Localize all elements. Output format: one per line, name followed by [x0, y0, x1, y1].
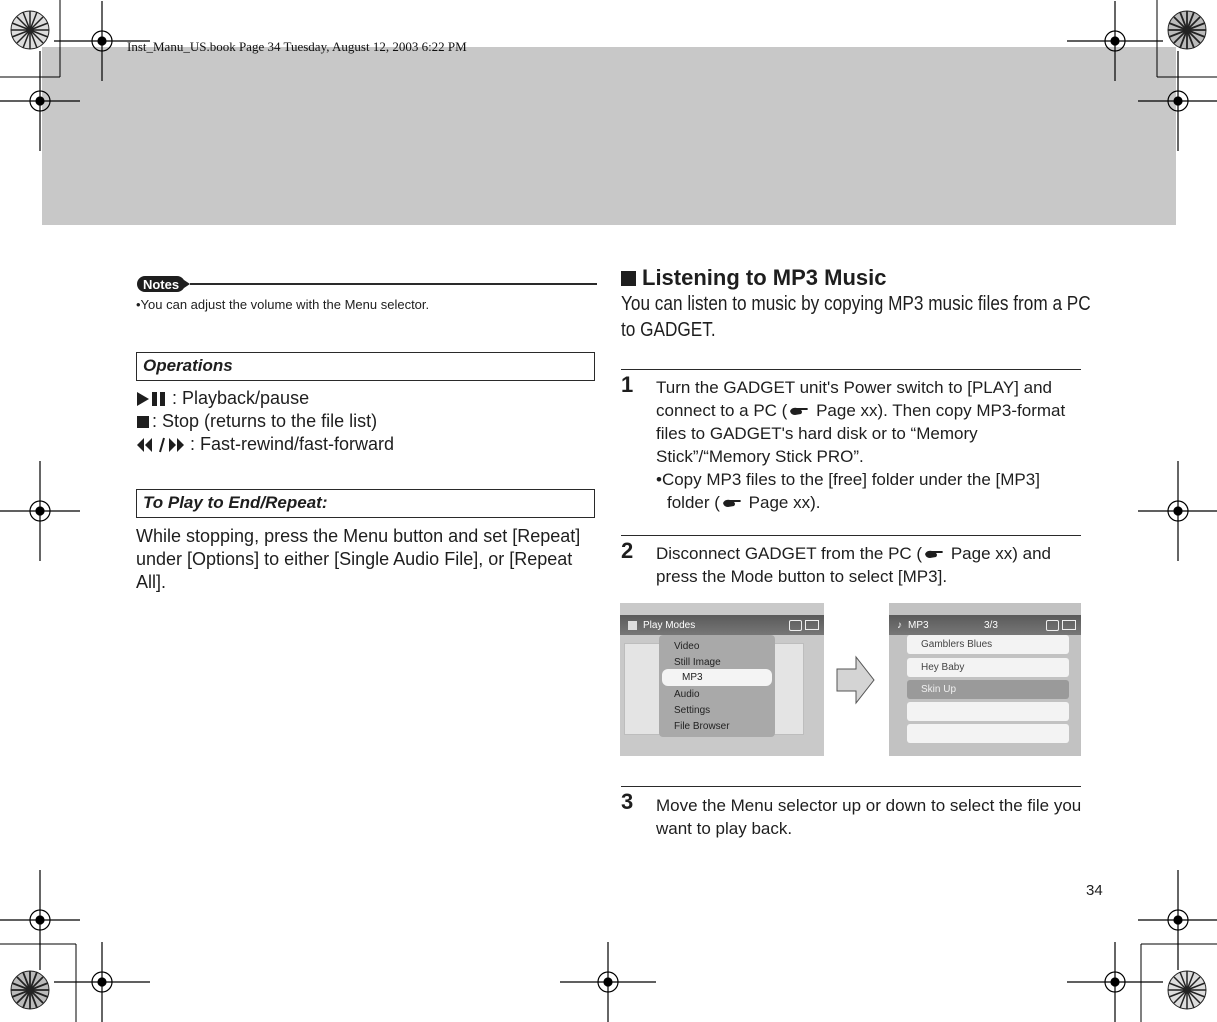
step-1-text	[656, 376, 1086, 514]
step-1-number: 1	[621, 372, 634, 397]
pointing-hand-icon	[924, 548, 944, 560]
print-slug: Inst_Manu_US.book Page 34 Tuesday, August 12, 2003 6:22 PM	[127, 39, 467, 54]
op-playback-label: : Playback/pause	[172, 388, 310, 408]
music-note-icon: ♪	[897, 619, 902, 631]
pointing-hand-icon	[722, 497, 742, 509]
arrow-right-icon	[836, 655, 876, 705]
track-row[interactable]: Gamblers Blues	[907, 635, 1069, 654]
menu-item-settings[interactable]: Settings	[674, 705, 711, 716]
step-2-number: 2	[621, 538, 634, 563]
section-intro-line1: You can listen to music by copying MP3 music files from a PC	[621, 293, 1091, 315]
section-title	[621, 265, 886, 291]
menu-item-video[interactable]: Video	[674, 641, 700, 652]
section-title-text: Listening to MP3 Music	[642, 265, 887, 290]
screenshot-play-modes	[620, 603, 824, 756]
menu-item-file-browser[interactable]: File Browser	[674, 721, 730, 732]
play-modes-titlebar	[620, 615, 824, 635]
op-stop	[136, 411, 377, 432]
step-2-text-b: Page xx) and press the Mode button to select [MP3].	[656, 544, 1052, 586]
track-row-empty[interactable]	[907, 702, 1069, 721]
op-stop-label: : Stop (returns to the file list)	[152, 411, 378, 431]
screenshot-mp3-list	[889, 603, 1081, 756]
step-2-rule	[621, 535, 1081, 536]
track-row-empty[interactable]	[907, 724, 1069, 743]
menu-item-audio[interactable]: Audio	[674, 689, 700, 700]
step-1-bullet	[656, 468, 1086, 514]
step-3-rule	[621, 786, 1081, 787]
track-row[interactable]: Hey Baby	[907, 658, 1069, 677]
battery-icon	[805, 620, 819, 630]
repeat-text: While stopping, press the Menu button and set [Repeat] under [Options] to either [Single Audio File], or [Repeat All].	[136, 526, 581, 592]
mp3-titlebar	[889, 615, 1081, 635]
mp3-title: MP3	[908, 619, 929, 631]
play-modes-title: Play Modes	[643, 619, 696, 631]
track-row-selected[interactable]: Skin Up	[907, 680, 1069, 699]
step-3-text: Move the Menu selector up or down to select the file you want to play back.	[656, 796, 1082, 838]
step-1-text-a: Turn the GADGET unit's Power switch to [PLAY] and connect to a PC (	[656, 378, 1052, 420]
step-1-text-b: Page xx). Then copy MP3-format files to GADGET's hard disk or to “Memory Stick”/“Memory Stick PRO”.	[656, 401, 1066, 466]
step-3-number: 3	[621, 789, 634, 814]
step-1-bullet-b: Page xx).	[743, 493, 821, 512]
op-ff-rew	[136, 434, 394, 455]
mode-icon	[628, 621, 637, 630]
stop-icon	[136, 414, 152, 430]
mp3-counter: 3/3	[984, 619, 998, 631]
step-1-rule	[621, 369, 1081, 370]
menu-item-mp3[interactable]: MP3	[682, 672, 703, 683]
page-number: 34	[1086, 882, 1103, 899]
step-2-text-a: Disconnect GADGET from the PC (	[656, 544, 923, 563]
rewind-forward-icon	[136, 437, 190, 453]
menu-item-still-image[interactable]: Still Image	[674, 657, 721, 668]
menu-highlight	[662, 669, 772, 686]
step-1-bullet-a: •Copy MP3 files to the [free] folder under the [MP3] folder (	[656, 470, 1040, 512]
step-2-text	[656, 542, 1086, 588]
notes-badge	[136, 274, 190, 294]
play-pause-icon	[136, 391, 172, 407]
notes-icon	[136, 274, 190, 294]
disk-icon	[1046, 620, 1059, 631]
operations-heading: Operations	[136, 352, 595, 381]
note-volume: •You can adjust the volume with the Menu selector.	[136, 297, 430, 312]
repeat-heading: To Play to End/Repeat:	[136, 489, 595, 518]
notes-badge-label: Notes	[142, 277, 180, 292]
op-playback	[136, 388, 309, 409]
pointing-hand-icon	[789, 405, 809, 417]
section-intro	[621, 291, 1091, 343]
section-square-icon	[621, 271, 636, 286]
section-intro-line2: to GADGET.	[621, 319, 716, 341]
battery-icon	[1062, 620, 1076, 630]
op-ff-rew-label: : Fast-rewind/fast-forward	[190, 434, 395, 454]
notes-divider	[190, 283, 597, 285]
disk-icon	[789, 620, 802, 631]
